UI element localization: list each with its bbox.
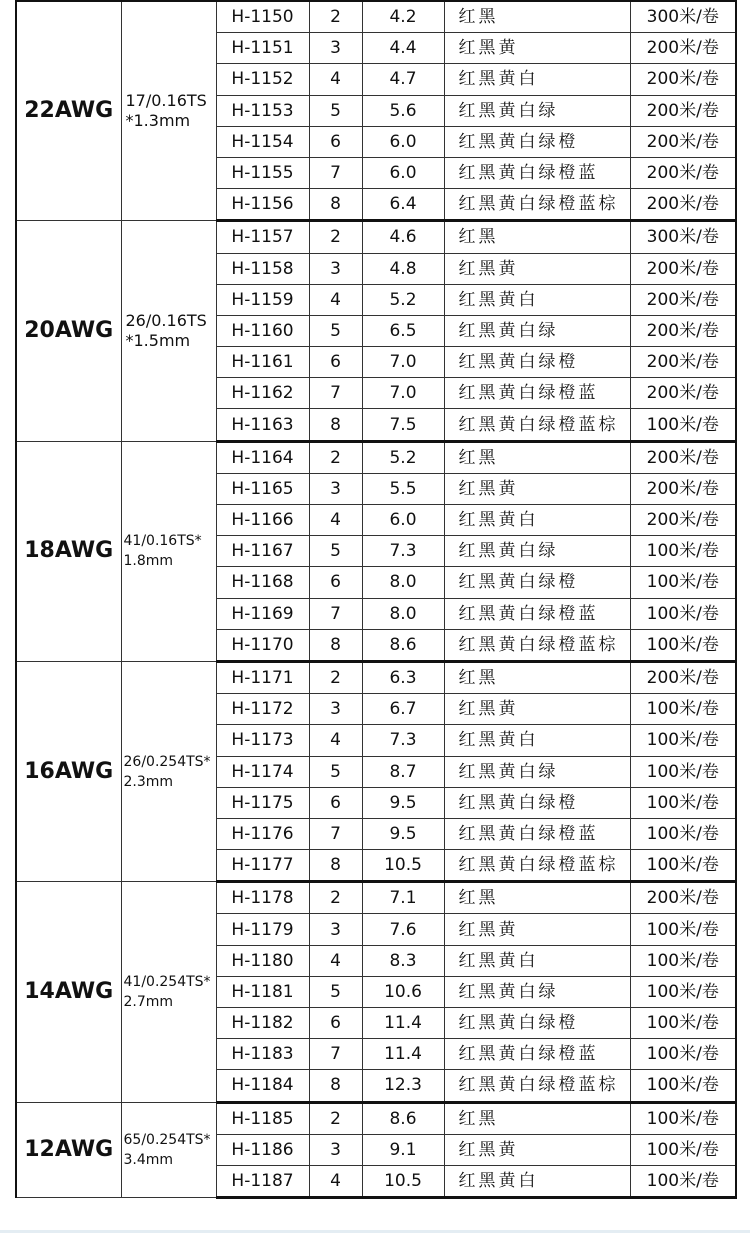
packaging-cell: 200米/卷: [630, 315, 736, 346]
wire-colors-cell: 红黑黄白绿橙: [444, 787, 630, 818]
part-number-cell: H-1154: [216, 126, 309, 157]
outer-diameter-cell: 7.1: [362, 882, 444, 914]
wire-colors-cell: 红黑: [444, 882, 630, 914]
part-number-cell: H-1166: [216, 505, 309, 536]
part-number-cell: H-1175: [216, 787, 309, 818]
outer-diameter-cell: 6.4: [362, 189, 444, 221]
table-body: [16, 1, 736, 1198]
outer-diameter-cell: 5.5: [362, 473, 444, 504]
outer-diameter-cell: 9.5: [362, 818, 444, 849]
wire-colors-cell: 红黑黄白: [444, 725, 630, 756]
part-number-cell: H-1184: [216, 1070, 309, 1102]
outer-diameter-cell: 9.1: [362, 1134, 444, 1165]
outer-diameter-cell: 7.0: [362, 347, 444, 378]
wire-colors-cell: 红黑黄白绿: [444, 95, 630, 126]
part-number-cell: H-1156: [216, 189, 309, 221]
outer-diameter-cell: 4.4: [362, 33, 444, 64]
packaging-cell: 100米/卷: [630, 945, 736, 976]
awg-size-cell: 14AWG: [16, 882, 121, 1102]
conductor-spec-line: 41/0.16TS*: [123, 533, 202, 550]
conductor-spec-line: 17/0.16TS: [125, 91, 207, 111]
packaging-cell: 100米/卷: [630, 756, 736, 787]
wire-colors-cell: 红黑黄白: [444, 64, 630, 95]
wire-colors-cell: 红黑黄白: [444, 284, 630, 315]
outer-diameter-cell: 8.0: [362, 567, 444, 598]
packaging-cell: 100米/卷: [630, 1102, 736, 1134]
part-number-cell: H-1167: [216, 536, 309, 567]
table-row: [16, 221, 736, 253]
core-count-cell: 2: [309, 1, 362, 33]
outer-diameter-cell: 8.6: [362, 1102, 444, 1134]
core-count-cell: 6: [309, 126, 362, 157]
cable-spec-sheet: [15, 0, 735, 1199]
core-count-cell: 4: [309, 284, 362, 315]
outer-diameter-cell: 5.6: [362, 95, 444, 126]
core-count-cell: 6: [309, 347, 362, 378]
packaging-cell: 100米/卷: [630, 1134, 736, 1165]
cable-spec-table: [15, 0, 737, 1199]
core-count-cell: 3: [309, 473, 362, 504]
conductor-spec-line: 65/0.254TS*: [123, 1131, 211, 1148]
wire-colors-cell: 红黑黄白绿: [444, 756, 630, 787]
wire-colors-cell: 红黑黄白绿橙蓝: [444, 378, 630, 409]
outer-diameter-cell: 5.2: [362, 441, 444, 473]
packaging-cell: 100米/卷: [630, 1070, 736, 1102]
part-number-cell: H-1161: [216, 347, 309, 378]
packaging-cell: 200米/卷: [630, 189, 736, 221]
outer-diameter-cell: 7.5: [362, 409, 444, 441]
packaging-cell: 100米/卷: [630, 818, 736, 849]
core-count-cell: 3: [309, 253, 362, 284]
wire-colors-cell: 红黑: [444, 221, 630, 253]
wire-colors-cell: 红黑黄白绿橙: [444, 347, 630, 378]
packaging-cell: 200米/卷: [630, 473, 736, 504]
wire-colors-cell: 红黑黄白绿橙蓝: [444, 157, 630, 188]
part-number-cell: H-1185: [216, 1102, 309, 1134]
wire-colors-cell: 红黑黄白绿橙蓝: [444, 818, 630, 849]
packaging-cell: 100米/卷: [630, 1165, 736, 1197]
packaging-cell: 100米/卷: [630, 976, 736, 1007]
wire-colors-cell: 红黑黄白绿: [444, 315, 630, 346]
part-number-cell: H-1170: [216, 629, 309, 661]
part-number-cell: H-1157: [216, 221, 309, 253]
wire-colors-cell: 红黑黄白绿橙: [444, 567, 630, 598]
table-row: [16, 882, 736, 914]
part-number-cell: H-1150: [216, 1, 309, 33]
core-count-cell: 6: [309, 787, 362, 818]
outer-diameter-cell: 11.4: [362, 1008, 444, 1039]
core-count-cell: 8: [309, 189, 362, 221]
core-count-cell: 2: [309, 441, 362, 473]
part-number-cell: H-1174: [216, 756, 309, 787]
core-count-cell: 2: [309, 661, 362, 693]
outer-diameter-cell: 10.6: [362, 976, 444, 1007]
wire-colors-cell: 红黑黄白绿橙蓝棕: [444, 1070, 630, 1102]
core-count-cell: 2: [309, 221, 362, 253]
part-number-cell: H-1155: [216, 157, 309, 188]
part-number-cell: H-1186: [216, 1134, 309, 1165]
conductor-spec-line: 3.4mm: [123, 1151, 174, 1168]
packaging-cell: 200米/卷: [630, 347, 736, 378]
conductor-spec-cell: [121, 441, 216, 661]
outer-diameter-cell: 4.2: [362, 1, 444, 33]
outer-diameter-cell: 6.0: [362, 126, 444, 157]
conductor-spec-cell: [121, 221, 216, 441]
packaging-cell: 100米/卷: [630, 694, 736, 725]
conductor-spec-line: 41/0.254TS*: [123, 973, 211, 990]
part-number-cell: H-1181: [216, 976, 309, 1007]
conductor-spec-line: 2.3mm: [123, 773, 174, 790]
conductor-spec-line: 2.7mm: [123, 993, 174, 1010]
core-count-cell: 5: [309, 756, 362, 787]
part-number-cell: H-1176: [216, 818, 309, 849]
packaging-cell: 100米/卷: [630, 536, 736, 567]
packaging-cell: 100米/卷: [630, 598, 736, 629]
core-count-cell: 5: [309, 976, 362, 1007]
core-count-cell: 5: [309, 536, 362, 567]
part-number-cell: H-1169: [216, 598, 309, 629]
wire-colors-cell: 红黑黄白: [444, 945, 630, 976]
core-count-cell: 8: [309, 1070, 362, 1102]
outer-diameter-cell: 5.2: [362, 284, 444, 315]
part-number-cell: H-1177: [216, 850, 309, 882]
part-number-cell: H-1187: [216, 1165, 309, 1197]
core-count-cell: 4: [309, 64, 362, 95]
packaging-cell: 200米/卷: [630, 505, 736, 536]
packaging-cell: 200米/卷: [630, 64, 736, 95]
packaging-cell: 100米/卷: [630, 1039, 736, 1070]
outer-diameter-cell: 7.3: [362, 536, 444, 567]
outer-diameter-cell: 7.3: [362, 725, 444, 756]
part-number-cell: H-1178: [216, 882, 309, 914]
part-number-cell: H-1182: [216, 1008, 309, 1039]
outer-diameter-cell: 7.0: [362, 378, 444, 409]
outer-diameter-cell: 6.5: [362, 315, 444, 346]
wire-colors-cell: 红黑黄: [444, 33, 630, 64]
conductor-spec-line: *1.5mm: [125, 330, 191, 350]
core-count-cell: 3: [309, 1134, 362, 1165]
part-number-cell: H-1165: [216, 473, 309, 504]
packaging-cell: 100米/卷: [630, 914, 736, 945]
wire-colors-cell: 红黑黄白: [444, 505, 630, 536]
core-count-cell: 4: [309, 505, 362, 536]
core-count-cell: 3: [309, 914, 362, 945]
wire-colors-cell: 红黑: [444, 661, 630, 693]
wire-colors-cell: 红黑: [444, 1, 630, 33]
outer-diameter-cell: 12.3: [362, 1070, 444, 1102]
conductor-spec-cell: [121, 1, 216, 221]
packaging-cell: 200米/卷: [630, 378, 736, 409]
wire-colors-cell: 红黑黄白绿橙: [444, 1008, 630, 1039]
core-count-cell: 6: [309, 1008, 362, 1039]
core-count-cell: 7: [309, 378, 362, 409]
wire-colors-cell: 红黑黄白绿橙蓝: [444, 598, 630, 629]
part-number-cell: H-1179: [216, 914, 309, 945]
table-row: [16, 1102, 736, 1134]
part-number-cell: H-1171: [216, 661, 309, 693]
packaging-cell: 100米/卷: [630, 725, 736, 756]
core-count-cell: 4: [309, 1165, 362, 1197]
table-row: [16, 661, 736, 693]
outer-diameter-cell: 8.3: [362, 945, 444, 976]
conductor-spec-line: 1.8mm: [123, 553, 174, 570]
part-number-cell: H-1180: [216, 945, 309, 976]
packaging-cell: 100米/卷: [630, 1008, 736, 1039]
conductor-spec-line: 26/0.254TS*: [123, 753, 211, 770]
core-count-cell: 7: [309, 818, 362, 849]
core-count-cell: 3: [309, 694, 362, 725]
part-number-cell: H-1158: [216, 253, 309, 284]
awg-size-cell: 20AWG: [16, 221, 121, 441]
packaging-cell: 200米/卷: [630, 661, 736, 693]
part-number-cell: H-1172: [216, 694, 309, 725]
conductor-spec-line: *1.3mm: [125, 111, 191, 131]
packaging-cell: 200米/卷: [630, 33, 736, 64]
packaging-cell: 100米/卷: [630, 409, 736, 441]
wire-colors-cell: 红黑黄白绿橙蓝棕: [444, 629, 630, 661]
packaging-cell: 200米/卷: [630, 253, 736, 284]
core-count-cell: 5: [309, 95, 362, 126]
outer-diameter-cell: 9.5: [362, 787, 444, 818]
outer-diameter-cell: 4.6: [362, 221, 444, 253]
part-number-cell: H-1163: [216, 409, 309, 441]
outer-diameter-cell: 6.7: [362, 694, 444, 725]
wire-colors-cell: 红黑黄白绿: [444, 976, 630, 1007]
core-count-cell: 6: [309, 567, 362, 598]
awg-size-cell: 18AWG: [16, 441, 121, 661]
outer-diameter-cell: 4.8: [362, 253, 444, 284]
outer-diameter-cell: 11.4: [362, 1039, 444, 1070]
wire-colors-cell: 红黑黄白绿橙蓝棕: [444, 850, 630, 882]
part-number-cell: H-1153: [216, 95, 309, 126]
part-number-cell: H-1162: [216, 378, 309, 409]
core-count-cell: 7: [309, 157, 362, 188]
core-count-cell: 8: [309, 850, 362, 882]
wire-colors-cell: 红黑黄白绿橙蓝: [444, 1039, 630, 1070]
part-number-cell: H-1183: [216, 1039, 309, 1070]
table-row: [16, 441, 736, 473]
awg-size-cell: 22AWG: [16, 1, 121, 221]
outer-diameter-cell: 7.6: [362, 914, 444, 945]
wire-colors-cell: 红黑黄: [444, 694, 630, 725]
wire-colors-cell: 红黑黄: [444, 253, 630, 284]
packaging-cell: 100米/卷: [630, 850, 736, 882]
packaging-cell: 200米/卷: [630, 441, 736, 473]
core-count-cell: 7: [309, 598, 362, 629]
outer-diameter-cell: 6.3: [362, 661, 444, 693]
conductor-spec-cell: [121, 1102, 216, 1198]
core-count-cell: 5: [309, 315, 362, 346]
core-count-cell: 3: [309, 33, 362, 64]
wire-colors-cell: 红黑黄白绿橙: [444, 126, 630, 157]
outer-diameter-cell: 8.6: [362, 629, 444, 661]
packaging-cell: 200米/卷: [630, 157, 736, 188]
outer-diameter-cell: 8.7: [362, 756, 444, 787]
packaging-cell: 100米/卷: [630, 787, 736, 818]
table-row: [16, 1, 736, 33]
wire-colors-cell: 红黑黄: [444, 1134, 630, 1165]
part-number-cell: H-1160: [216, 315, 309, 346]
packaging-cell: 100米/卷: [630, 629, 736, 661]
outer-diameter-cell: 6.0: [362, 505, 444, 536]
packaging-cell: 100米/卷: [630, 567, 736, 598]
part-number-cell: H-1151: [216, 33, 309, 64]
outer-diameter-cell: 8.0: [362, 598, 444, 629]
packaging-cell: 300米/卷: [630, 221, 736, 253]
core-count-cell: 8: [309, 629, 362, 661]
wire-colors-cell: 红黑: [444, 441, 630, 473]
core-count-cell: 2: [309, 1102, 362, 1134]
part-number-cell: H-1168: [216, 567, 309, 598]
awg-size-cell: 16AWG: [16, 661, 121, 881]
part-number-cell: H-1159: [216, 284, 309, 315]
conductor-spec-cell: [121, 661, 216, 881]
packaging-cell: 200米/卷: [630, 95, 736, 126]
core-count-cell: 2: [309, 882, 362, 914]
wire-colors-cell: 红黑黄: [444, 914, 630, 945]
wire-colors-cell: 红黑黄白绿橙蓝棕: [444, 189, 630, 221]
packaging-cell: 200米/卷: [630, 284, 736, 315]
wire-colors-cell: 红黑: [444, 1102, 630, 1134]
packaging-cell: 200米/卷: [630, 882, 736, 914]
outer-diameter-cell: 6.0: [362, 157, 444, 188]
outer-diameter-cell: 4.7: [362, 64, 444, 95]
wire-colors-cell: 红黑黄白绿橙蓝棕: [444, 409, 630, 441]
wire-colors-cell: 红黑黄白绿: [444, 536, 630, 567]
core-count-cell: 7: [309, 1039, 362, 1070]
core-count-cell: 4: [309, 725, 362, 756]
wire-colors-cell: 红黑黄: [444, 473, 630, 504]
core-count-cell: 4: [309, 945, 362, 976]
part-number-cell: H-1164: [216, 441, 309, 473]
packaging-cell: 300米/卷: [630, 1, 736, 33]
conductor-spec-line: 26/0.16TS: [125, 310, 207, 330]
packaging-cell: 200米/卷: [630, 126, 736, 157]
conductor-spec-cell: [121, 882, 216, 1102]
awg-size-cell: 12AWG: [16, 1102, 121, 1198]
wire-colors-cell: 红黑黄白: [444, 1165, 630, 1197]
part-number-cell: H-1173: [216, 725, 309, 756]
part-number-cell: H-1152: [216, 64, 309, 95]
core-count-cell: 8: [309, 409, 362, 441]
outer-diameter-cell: 10.5: [362, 1165, 444, 1197]
outer-diameter-cell: 10.5: [362, 850, 444, 882]
